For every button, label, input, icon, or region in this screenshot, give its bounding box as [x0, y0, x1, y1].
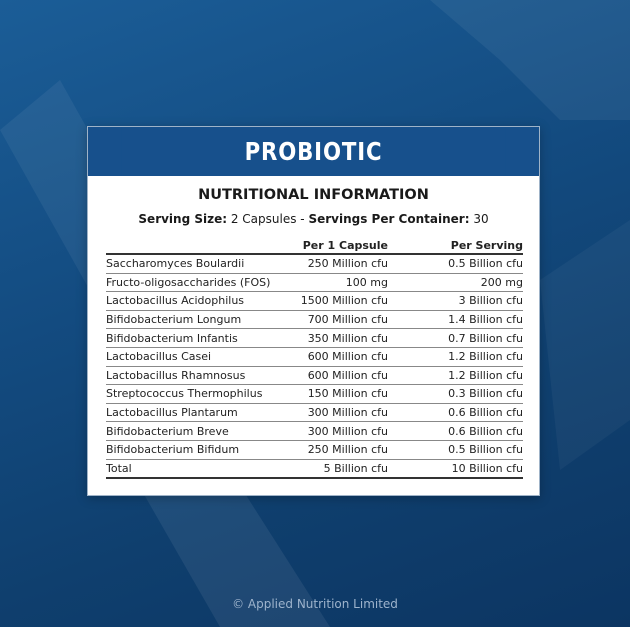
nutritional-information-title: NUTRITIONAL INFORMATION — [198, 187, 429, 203]
ingredient-name: Bifidobacterium Longum — [106, 310, 296, 329]
per-serving-value: 0.6 Billion cfu — [388, 422, 523, 441]
per-serving-value: 1.2 Billion cfu — [388, 347, 523, 366]
nutrition-table — [106, 237, 523, 479]
per-capsule-value: 5 Billion cfu — [296, 459, 388, 478]
per-capsule-value: 300 Million cfu — [296, 403, 388, 422]
per-serving-value: 0.3 Billion cfu — [388, 385, 523, 404]
per-capsule-value: 150 Million cfu — [296, 385, 388, 404]
per-capsule-value: 700 Million cfu — [296, 310, 388, 329]
per-serving-value: 0.6 Billion cfu — [388, 403, 523, 422]
ingredient-name: Lactobacillus Plantarum — [106, 403, 296, 422]
ingredient-name: Lactobacillus Acidophilus — [106, 292, 296, 311]
table-row-total — [106, 459, 523, 478]
per-serving-value: 0.5 Billion cfu — [388, 254, 523, 273]
table-row — [106, 366, 523, 385]
ingredient-name: Lactobacillus Casei — [106, 347, 296, 366]
table-row — [106, 292, 523, 311]
servings-per-container-value: 30 — [469, 212, 489, 226]
serving-size-label: Serving Size: — [138, 212, 228, 226]
table-row — [106, 273, 523, 292]
per-serving-value: 10 Billion cfu — [388, 459, 523, 478]
per-capsule-value: 600 Million cfu — [296, 366, 388, 385]
table-row — [106, 347, 523, 366]
ingredient-name: Total — [106, 459, 296, 478]
table-row — [106, 403, 523, 422]
table-row — [106, 385, 523, 404]
per-serving-value: 3 Billion cfu — [388, 292, 523, 311]
column-header-per-serving: Per Serving — [388, 237, 523, 254]
ingredient-name: Streptococcus Thermophilus — [106, 385, 296, 404]
per-capsule-value: 100 mg — [296, 273, 388, 292]
table-row — [106, 310, 523, 329]
ingredient-name: Bifidobacterium Bifidum — [106, 440, 296, 459]
servings-per-container-label: Servings Per Container: — [308, 212, 470, 226]
ingredient-name: Bifidobacterium Infantis — [106, 329, 296, 348]
per-serving-value: 0.5 Billion cfu — [388, 440, 523, 459]
table-row — [106, 440, 523, 459]
per-capsule-value: 350 Million cfu — [296, 329, 388, 348]
per-capsule-value: 250 Million cfu — [296, 440, 388, 459]
table-row — [106, 422, 523, 441]
per-serving-value: 1.2 Billion cfu — [388, 366, 523, 385]
ingredient-name: Lactobacillus Rhamnosus — [106, 366, 296, 385]
per-serving-value: 200 mg — [388, 273, 523, 292]
column-header-ingredient — [106, 237, 296, 254]
serving-info — [88, 212, 539, 226]
per-capsule-value: 600 Million cfu — [296, 347, 388, 366]
per-capsule-value: 250 Million cfu — [296, 254, 388, 273]
nutrition-card — [87, 126, 540, 496]
copyright-footer: © Applied Nutrition Limited — [232, 597, 398, 611]
per-capsule-value: 300 Million cfu — [296, 422, 388, 441]
serving-size-value: 2 Capsules - — [227, 212, 309, 226]
card-header — [88, 127, 539, 176]
per-serving-value: 1.4 Billion cfu — [388, 310, 523, 329]
table-header-row — [106, 237, 523, 254]
table-row — [106, 329, 523, 348]
ingredient-name: Saccharomyces Boulardii — [106, 254, 296, 273]
column-header-per-capsule: Per 1 Capsule — [296, 237, 388, 254]
ingredient-name: Bifidobacterium Breve — [106, 422, 296, 441]
per-capsule-value: 1500 Million cfu — [296, 292, 388, 311]
per-serving-value: 0.7 Billion cfu — [388, 329, 523, 348]
ingredient-name: Fructo-oligosaccharides (FOS) — [106, 273, 296, 292]
product-title: PROBIOTIC — [122, 127, 505, 176]
table-row — [106, 254, 523, 273]
